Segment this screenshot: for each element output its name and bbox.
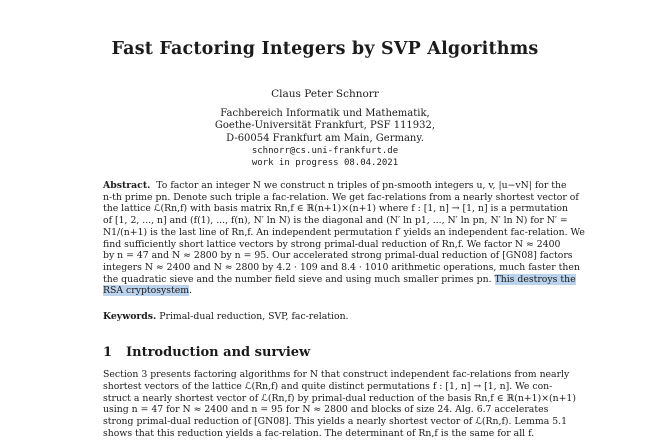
keywords-label: Keywords. <box>103 311 157 322</box>
abstract-text: To factor an integer N we construct n triples of pn-smooth integers u, v, |u−vN| for the <box>156 180 567 191</box>
abstract-line: the lattice ℒ(Rn,f) with basis matrix Rn,f ∈ ℝ(n+1)×(n+1) where f : [1, n] → [1, n] is a permutation <box>103 203 569 215</box>
body-line: shortest vectors of the lattice ℒ(Rn,f) and quite distinct permutations f : [1, n] → [1, n]. We con- <box>103 380 553 392</box>
affiliation-line: Goethe-Universität Frankfurt, PSF 111932, <box>214 120 436 132</box>
abstract-line <box>103 273 576 286</box>
abstract-label: Abstract. <box>103 180 151 191</box>
paper-title: Fast Factoring Integers by SVP Algorithms <box>111 39 539 59</box>
abstract <box>103 180 585 297</box>
body-line: shows that this reduction yields a fac-relation. The determinant of Rn,f is the same for all f. <box>103 427 535 439</box>
affiliation-block <box>0 108 650 169</box>
abstract-line: find sufficiently short lattice vectors by strong primal-dual reduction of Rn,f. We factor N ≈ 2400 <box>103 238 561 250</box>
body-line: struct a nearly shortest vector of ℒ(Rn,f) by primal-dual reduction of the basis Rn,f ∈ ℝ(n+1)×(n+1) <box>103 392 576 404</box>
abstract-line <box>103 180 567 192</box>
abstract-line <box>103 285 548 297</box>
section-title: Introduction and surview <box>126 345 311 360</box>
keywords-text: Primal-dual reduction, SVP, fac-relation. <box>159 311 349 322</box>
highlighted-text[interactable]: RSA cryptosystem <box>103 285 190 297</box>
body-line: using n = 47 for N ≈ 2400 and n = 95 for N ≈ 2800 and blocks of size 24. Alg. 6.7 accelerates <box>103 404 549 416</box>
affiliation-line: Fachbereich Informatik und Mathematik, <box>220 108 430 119</box>
abstract-line: N1/(n+1) is the last line of Rn,f. An independent permutation f′ yields an independent fac-relation. We <box>103 226 585 238</box>
section-body <box>103 369 576 440</box>
work-status: work in progress 08.04.2021 <box>251 158 399 169</box>
body-line: Section 3 presents factoring algorithms for N that construct independent fac-relations from nearly <box>103 369 570 380</box>
author-email[interactable]: schnorr@cs.uni-frankfurt.de <box>251 145 399 156</box>
abstract-text: the quadratic sieve and the number field sieve and using much smaller primes pn. <box>103 273 492 285</box>
body-line: strong primal-dual reduction of [GN08]. This yields a nearly shortest vector of ℒ(Rn,f). Lemma 5.1 <box>103 416 568 428</box>
abstract-tail: . <box>189 285 193 297</box>
section-heading <box>103 345 310 360</box>
affiliation-line: D-60054 Frankfurt am Main, Germany. <box>226 132 424 144</box>
abstract-line: of [1, 2, ..., n] and (f(1), ..., f(n), N′ ln N) is the diagonal and (N′ ln p1, ..., N′ ln pn, N′ ln N) for N′ = <box>103 215 568 227</box>
section-number: 1 <box>103 345 113 360</box>
abstract-line: n-th prime pn. Denote such triple a fac-relation. We get fac-relations from a nearly shortest vector of <box>103 191 579 203</box>
author-name: Claus Peter Schnorr <box>271 88 379 100</box>
abstract-line: by n = 47 and N ≈ 2800 by n = 95. Our accelerated strong primal-dual reduction of [GN08] factors <box>103 250 573 262</box>
abstract-line: integers N ≈ 2400 and N ≈ 2800 by 4.2 · 109 and 8.4 · 1010 arithmetic operations, much faster then <box>103 261 580 273</box>
keywords <box>103 311 548 323</box>
highlighted-text[interactable]: This destroys the <box>494 273 576 285</box>
